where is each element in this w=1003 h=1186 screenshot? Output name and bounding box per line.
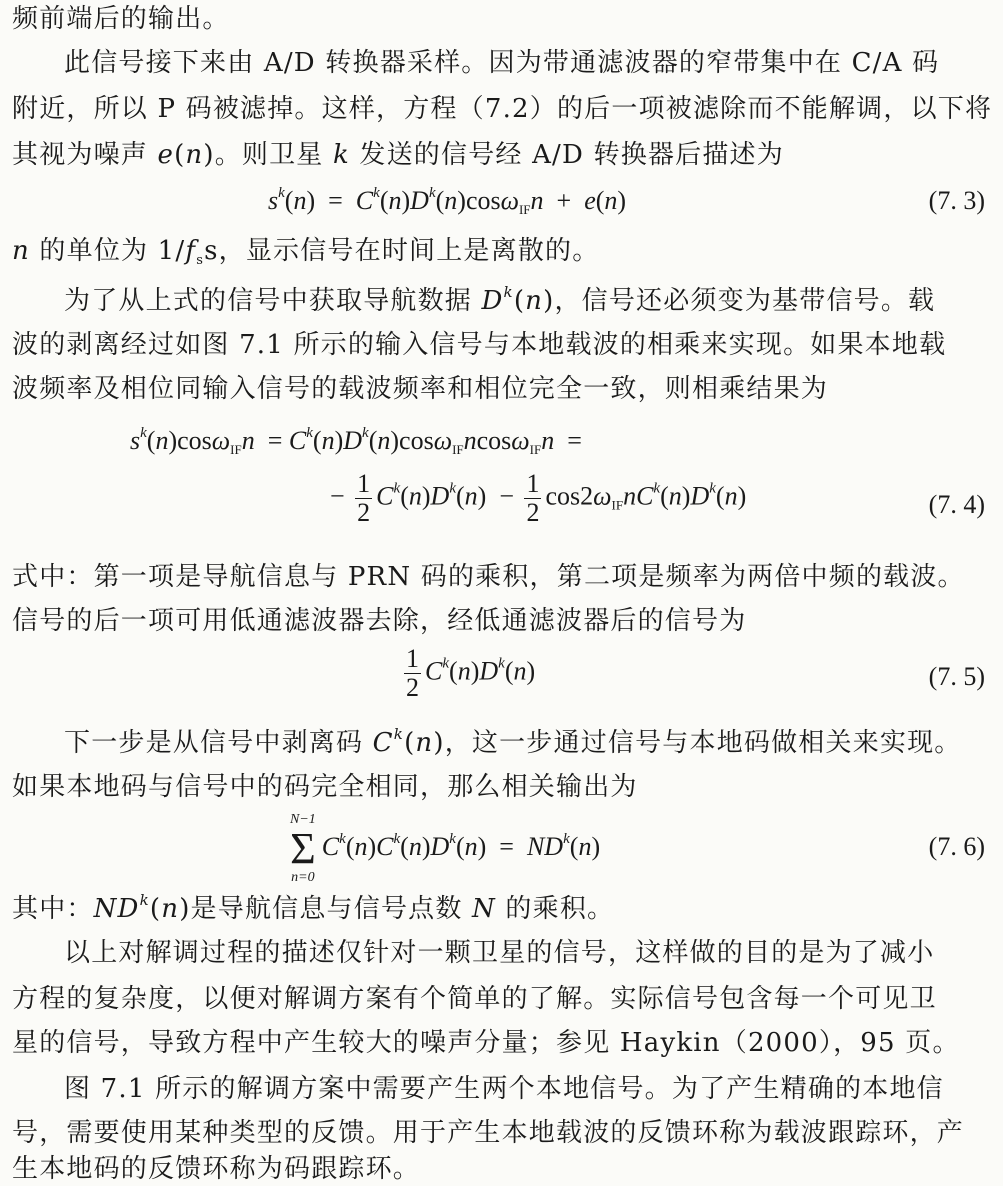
text-line: 以上对解调过程的描述仅针对一颗卫星的信号，这样做的目的是为了减小 <box>64 938 935 968</box>
equation-7-4-line2: − $\frac{1}{2}$ $C^k(n)D^k(n)$ − $\frac{1}{2}$ $\cos 2\omega_{IF}nC^k(n)D^k(n)$ <box>330 469 747 527</box>
text-line: 其视为噪声 e(n)。则卫星 k 发送的信号经 A/D 转换器后描述为 <box>12 140 784 170</box>
text-line: 其中：$ND^k(n)$是导航信息与信号点数 N 的乘积。 <box>12 891 615 924</box>
text-line: 式中：第一项是导航信息与 PRN 码的乘积，第二项是频率为两倍中频的载波。 <box>12 562 965 592</box>
equation-7-5: $\frac{1}{2}$ $C^k(n)D^k(n)$ <box>406 644 536 702</box>
equation-7-3: $s^k(n) = C^k(n)D^k(n)\cos\omega_{IF}n + e(n)$ <box>268 185 627 217</box>
equation-number: (7. 4) <box>928 490 985 519</box>
text-line: n 的单位为 $1/f_ss$，显示信号在时间上是离散的。 <box>12 236 600 268</box>
text-line: 方程的复杂度，以便对解调方案有个简单的了解。实际信号包含每一个可见卫 <box>12 984 937 1014</box>
text-line: 频前端后的输出。 <box>12 4 230 34</box>
text-line: 信号的后一项可用低通滤波器去除，经低通滤波器后的信号为 <box>12 606 747 636</box>
text-line: 为了从上式的信号中获取导航数据 $D^k(n)$，信号还必须变为基带信号。载 <box>64 283 936 316</box>
text-line: 生本地码的反馈环称为码跟踪环。 <box>12 1154 421 1184</box>
text-line: 号，需要使用某种类型的反馈。用于产生本地载波的反馈环称为载波跟踪环，产 <box>12 1118 965 1148</box>
equation-7-6: N−1 Σ n=0 $C^k(n)C^k(n)D^k(n) = ND^k(n)$ <box>290 812 601 885</box>
equation-number: (7. 6) <box>928 832 985 861</box>
equation-7-4-line1: $s^k(n)\cos\omega_{IF}n = C^k(n)D^k(n)\cos\omega_{IF}ncos\omega_{IF}n$ = <box>130 425 582 457</box>
equation-number: (7. 3) <box>928 186 985 215</box>
text-line: 波的剥离经过如图 7.1 所示的输入信号与本地载波的相乘来实现。如果本地载 <box>12 330 947 360</box>
text-line: 如果本地码与信号中的码完全相同，那么相关输出为 <box>12 772 638 802</box>
text-line: 此信号接下来由 A/D 转换器采样。因为带通滤波器的窄带集中在 C/A 码 <box>64 48 940 78</box>
text-line: 波频率及相位同输入信号的载波频率和相位完全一致，则相乘结果为 <box>12 374 829 404</box>
text-line: 图 7.1 所示的解调方案中需要产生两个本地信号。为了产生精确的本地信 <box>64 1074 944 1104</box>
text-line: 附近，所以 P 码被滤掉。这样，方程（7.2）的后一项被滤除而不能解调，以下将 <box>12 94 993 124</box>
equation-number: (7. 5) <box>928 662 985 691</box>
text-line: 下一步是从信号中剥离码 $C^k(n)$，这一步通过信号与本地码做相关来实现。 <box>64 725 962 758</box>
text-line: 星的信号，导致方程中产生较大的噪声分量；参见 Haykin（2000），95 页。 <box>12 1028 960 1058</box>
